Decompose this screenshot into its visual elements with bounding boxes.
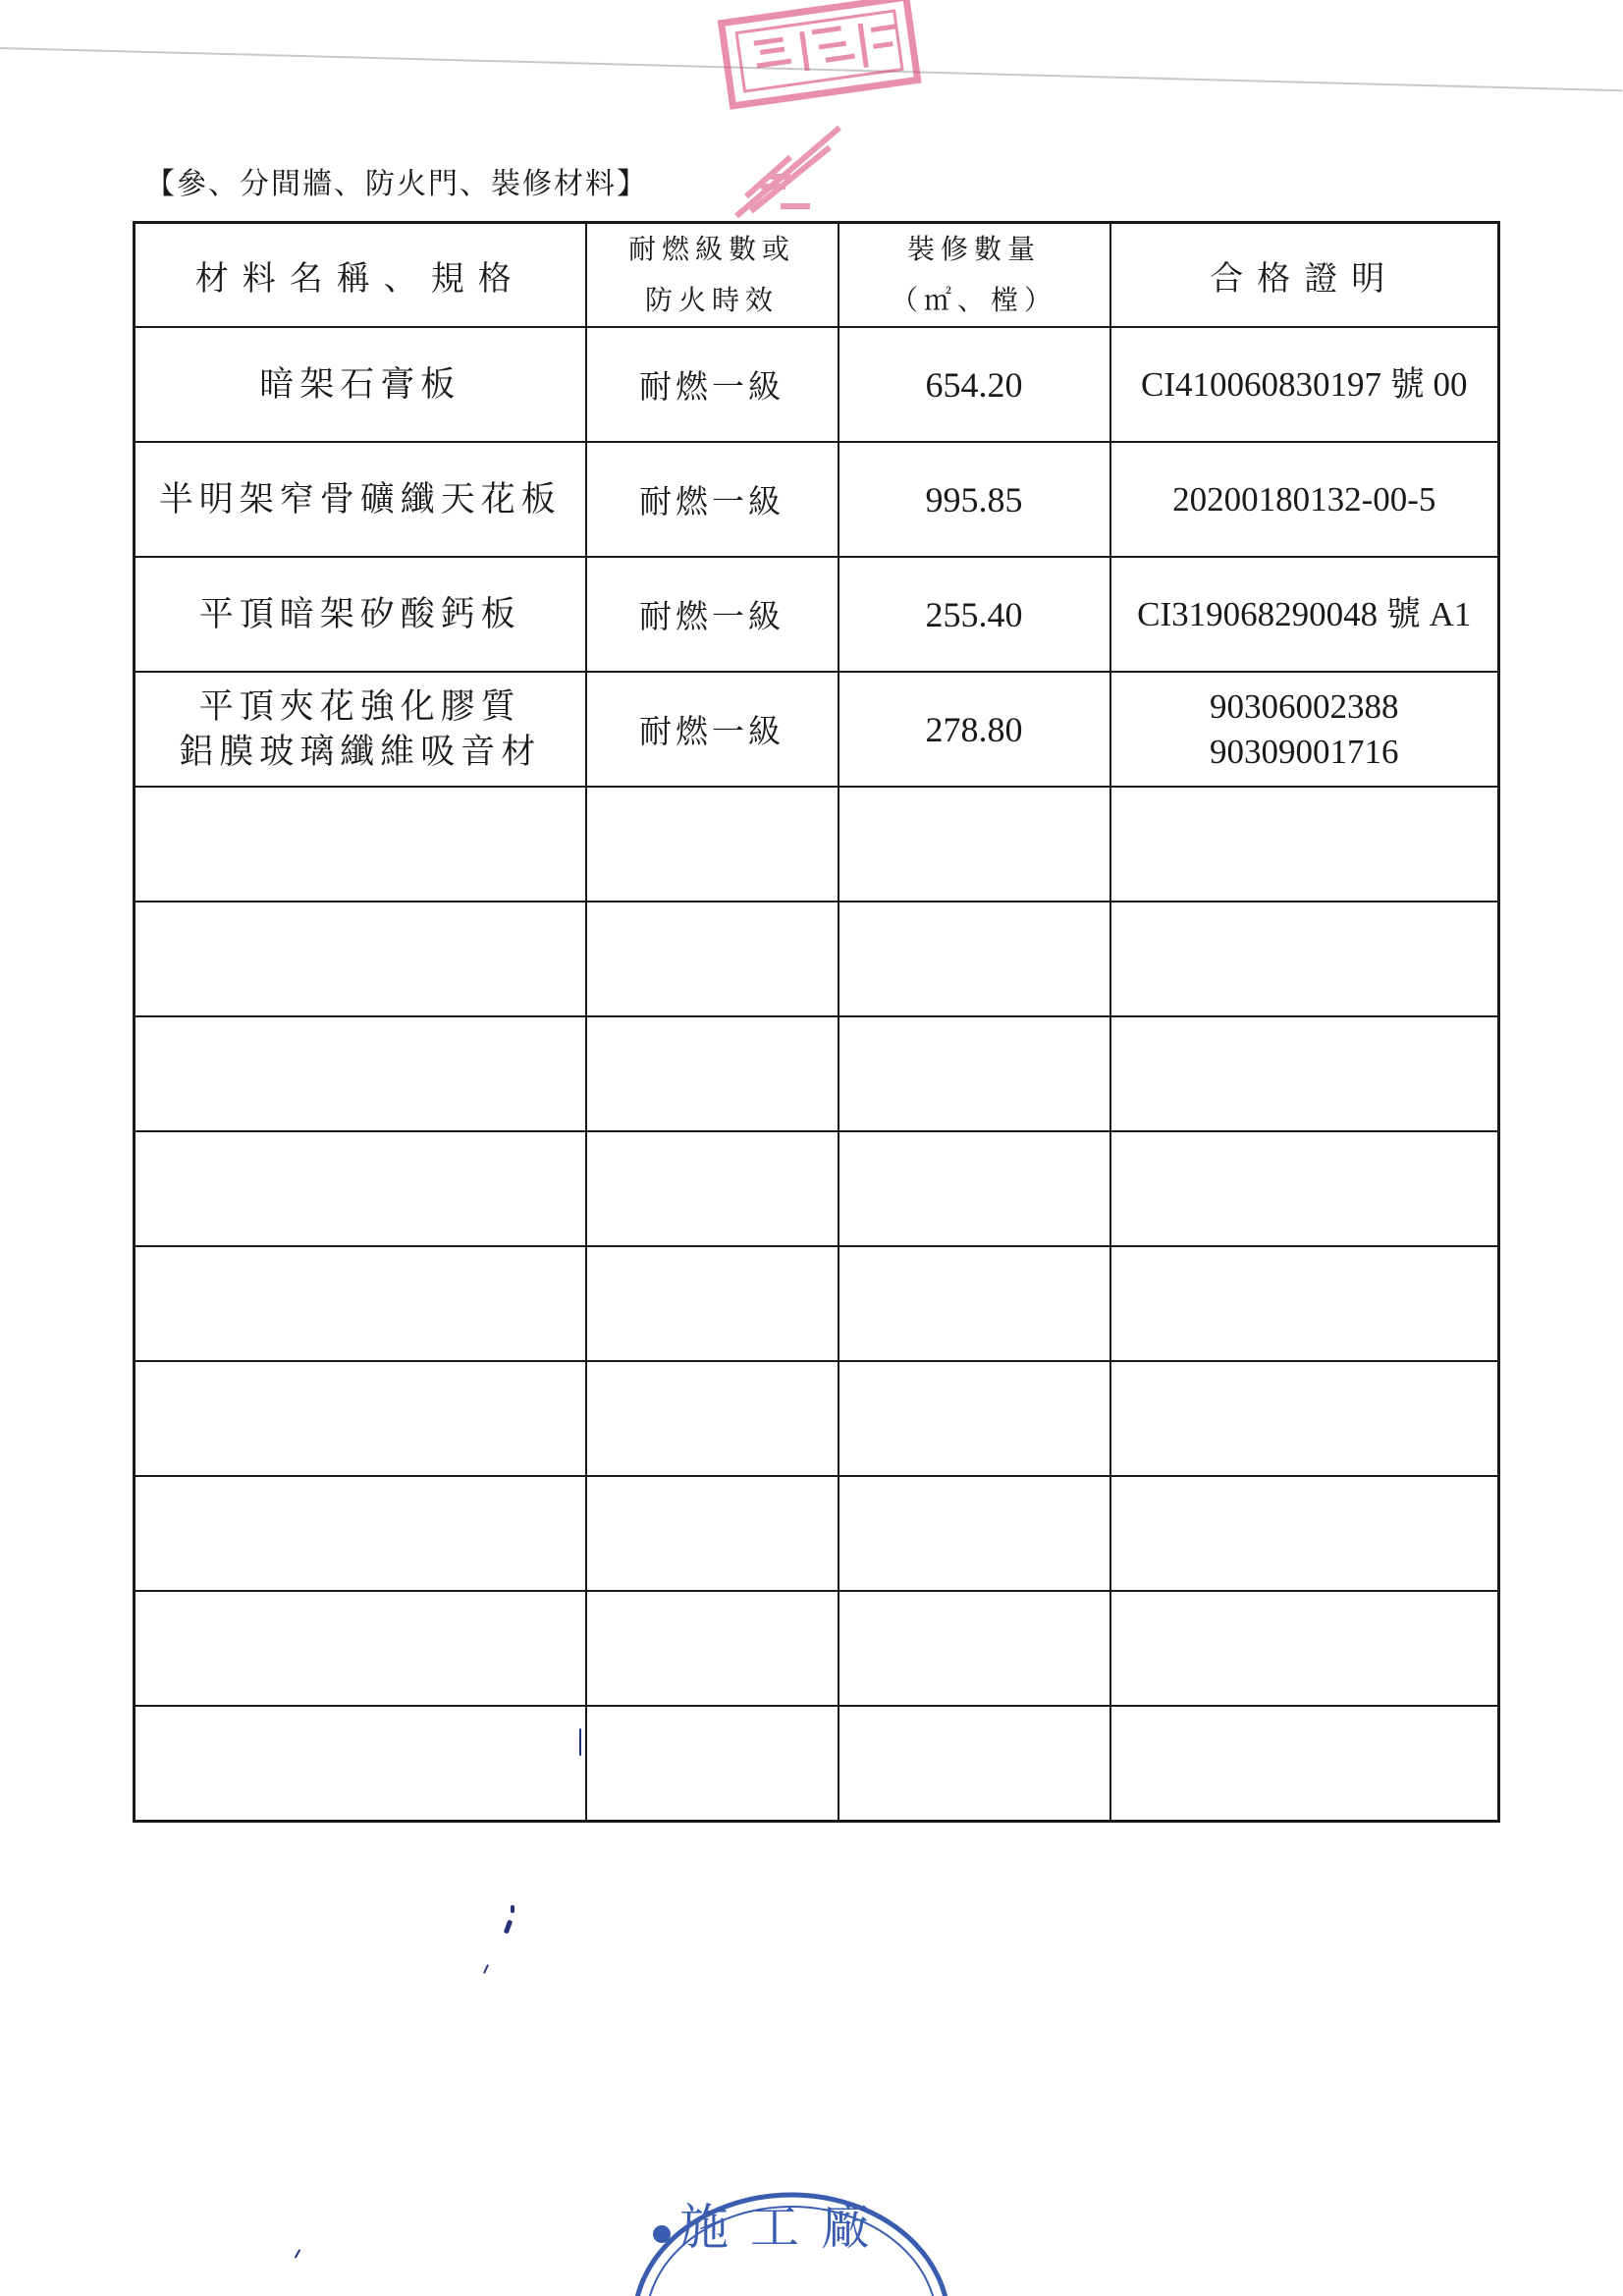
header-quantity [839, 223, 1110, 328]
ink-speck [504, 1920, 513, 1935]
red-seal-stamp [710, 0, 929, 122]
header-fire-grade [586, 223, 839, 328]
material-name: 暗架石膏板 [259, 364, 461, 405]
header-certificate [1110, 223, 1499, 328]
material-name: 半明架窄骨礦纖天花板 [158, 479, 562, 519]
quantity: 654.20 [925, 364, 1023, 405]
red-seal-stamp-fragment [731, 118, 849, 226]
table-row [135, 557, 1499, 672]
table-row-empty [135, 1706, 1499, 1822]
table-row-empty [135, 1131, 1499, 1246]
material-name: 平頂夾花強化膠質 [198, 686, 521, 727]
table-row [135, 672, 1499, 787]
table-row-empty [135, 787, 1499, 902]
fire-grade: 耐燃一級 [639, 482, 784, 520]
table-row-empty [135, 1476, 1499, 1591]
material-name-line2: 鋁膜玻璃纖維吸音材 [179, 732, 542, 772]
blue-stamp-text: 施工廠 [679, 2199, 892, 2256]
header-certificate-label: 合格證明 [1210, 258, 1399, 299]
quantity: 278.80 [925, 709, 1023, 749]
header-fire-grade-line2: 防火時效 [644, 284, 779, 316]
ink-speck [511, 1905, 514, 1913]
material-name: 平頂暗架矽酸鈣板 [198, 594, 521, 634]
table-header-row [135, 223, 1499, 328]
certificate-number-line2: 90309001716 [1210, 732, 1399, 771]
header-quantity-line2: （㎡、樘） [890, 284, 1057, 316]
certificate-number: 90306002388 [1210, 686, 1399, 726]
table-row [135, 327, 1499, 442]
quantity: 995.85 [925, 479, 1023, 519]
header-material-name [135, 223, 586, 328]
certificate-number: CI410060830197 號 00 [1140, 364, 1468, 404]
ink-speck [295, 2249, 301, 2259]
materials-table [133, 221, 1500, 1823]
fire-grade: 耐燃一級 [639, 597, 784, 635]
fire-grade: 耐燃一級 [639, 367, 784, 406]
ink-speck [579, 1728, 581, 1756]
header-quantity-line1: 裝修數量 [906, 233, 1041, 265]
section-title: 【參、分間牆、防火門、裝修材料】 [145, 167, 648, 201]
table-row-empty [135, 1016, 1499, 1131]
table-row [135, 442, 1499, 557]
certificate-number: 20200180132-00-5 [1172, 479, 1436, 519]
table-row-empty [135, 1361, 1499, 1476]
table-row-empty [135, 902, 1499, 1016]
quantity: 255.40 [925, 594, 1023, 634]
table-row-empty [135, 1591, 1499, 1706]
certificate-number: CI319068290048 號 A1 [1137, 594, 1472, 633]
fire-grade: 耐燃一級 [639, 712, 784, 750]
header-fire-grade-line1: 耐燃級數或 [627, 233, 795, 265]
header-material-name-label: 材料名稱、規格 [194, 258, 525, 299]
ink-speck [483, 1964, 489, 1974]
table-row-empty [135, 1246, 1499, 1361]
